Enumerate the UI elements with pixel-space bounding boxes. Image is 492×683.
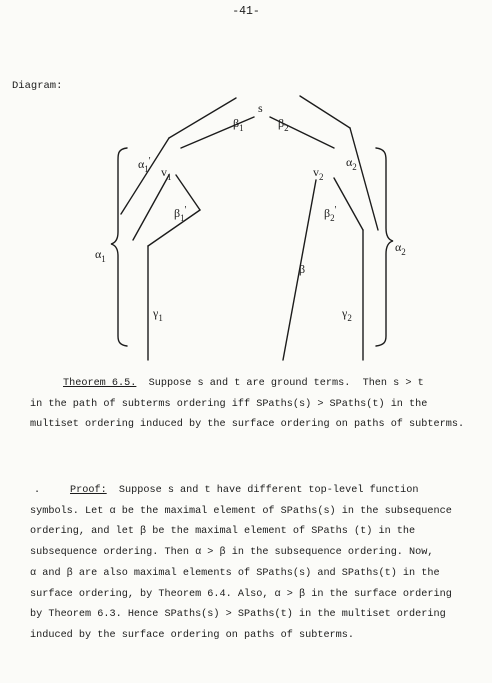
gamma2-label: $\gamma_2$ — [342, 306, 352, 323]
proof-line-3: ordering, and let β be the maximal element of SPaths (t) in the — [30, 526, 416, 538]
proof-heading: Proof: — [70, 485, 107, 496]
alpha2-prime-label: $\alpha_2'$ — [346, 154, 359, 172]
theorem-line-3: multiset ordering induced by the surface ordering on paths of subterms. — [30, 419, 465, 431]
proof-line-4: subsequence ordering. Then α > β in the subsequence ordering. Now, — [30, 547, 434, 559]
left-brace — [111, 148, 127, 346]
edge-s-alpha2-prime-upper — [300, 96, 350, 128]
edge-v2-right — [334, 178, 363, 230]
theorem-6-5 — [30, 374, 480, 436]
proof-line-5: α and β are also maximal elements of SPaths(s) and SPaths(t) in the — [30, 567, 440, 579]
right-brace — [376, 148, 393, 346]
gamma1-label: $\gamma_1$ — [153, 306, 163, 323]
proof-line-1: . Proof: Suppose s and t have different top-level function — [34, 485, 419, 496]
theorem-line-2: in the path of subterms ordering iff SPaths(s) > SPaths(t) in the — [30, 398, 428, 410]
edge-v1-left — [133, 175, 169, 240]
theorem-line-1: Theorem 6.5. Suppose s and t are ground terms. Then s > t — [63, 378, 424, 389]
beta2-prime-label: $\beta_2'$ — [324, 205, 337, 223]
beta2-label: $\beta_2$ — [278, 116, 289, 133]
root-s-label: s — [258, 101, 263, 115]
v1-label: $v_1$ — [161, 165, 172, 182]
theorem-heading: Theorem 6.5. — [63, 378, 137, 389]
beta1-label: $\beta_1$ — [233, 116, 244, 133]
page-number: -41- — [232, 5, 260, 18]
proof-line-7: by Theorem 6.3. Hence SPaths(s) > SPaths(t) in the multiset ordering — [30, 609, 446, 621]
edge-s-alpha1-prime-upper — [169, 98, 236, 138]
alpha1-label: $\alpha_1$ — [95, 247, 106, 264]
edge-v1-right — [176, 175, 200, 210]
beta-label: β — [299, 262, 306, 276]
alpha2-label: $\alpha_2$ — [395, 240, 406, 257]
v2-label: $v_2$ — [313, 165, 324, 182]
proof-block — [30, 481, 480, 647]
alpha1-prime-label: $\alpha_1'$ — [138, 156, 151, 174]
proof-line-2: symbols. Let α be the maximal element of SPaths(s) in the subsequence — [30, 505, 452, 517]
diagram-label: Diagram: — [12, 80, 63, 92]
beta1-prime-label: $\beta_1'$ — [174, 205, 187, 223]
proof-line-8: induced by the surface ordering on paths of subterms. — [30, 629, 355, 641]
proof-line-6: surface ordering, by Theorem 6.4. Also, α > β in the surface ordering — [30, 588, 452, 600]
